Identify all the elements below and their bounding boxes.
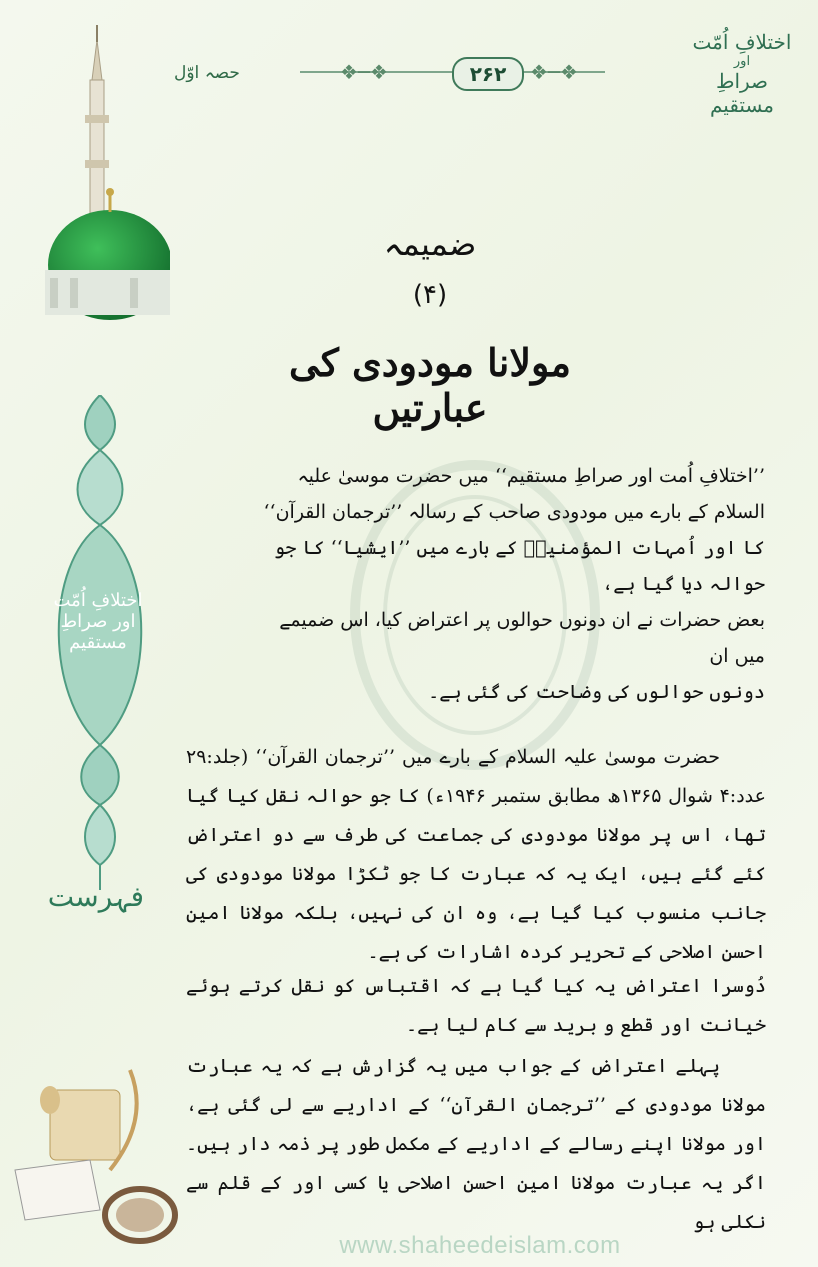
book-title-line2: اور — [733, 54, 751, 69]
website-url[interactable]: www.shaheedeislam.com — [339, 1232, 621, 1259]
book-title-logo — [688, 30, 796, 117]
contents-link[interactable]: فہرست — [47, 880, 144, 913]
body-paragraph: پہلے اعتراض کے جواب میں یہ گزارش ہے کہ یہ عبارت مولانا مودودی کے ’’ترجمان القرآن‘‘ کے اداریے سے لی گئی ہے، اور مولانا اپنے رسالے کے اداریے کے مکمل طور پر ذمہ دار ہیں۔ اگر یہ عبارت مولانا امین احسن اصلاحی یا کسی اور کے قلم سے نکلی ہو — [186, 1055, 766, 1233]
intro-line: کا اور اُمہات المؤمنینؓ کے بارے میں ’’ایشیا‘‘ کا جو حوالہ دیا گیا ہے، — [274, 537, 765, 595]
ornament-left-icon: ❖─❖ — [340, 60, 388, 84]
green-dome-icon — [30, 20, 170, 320]
intro-line: السلام کے بارے میں مودودی صاحب کے رسالہ ’’ترجمان القرآن‘‘ — [263, 501, 765, 523]
intro-line: بعض حضرات نے ان دونوں حوالوں پر اعتراض کیا، اس ضمیمے میں ان — [279, 609, 765, 667]
body-paragraph: دُوسرا اعتراض یہ کیا گیا ہے کہ اقتباس کو نقل کرتے ہوئے خیانت اور قطع و برید سے کام لیا ہے۔ — [186, 975, 766, 1036]
body-paragraph: حضرت موسیٰ علیہ السلام کے بارے میں ’’ترجمان القرآن‘‘ (جلد:۲۹ عدد:۴ شوال ۱۳۶۵ھ مطابق ستمبر ۱۹۴۶ء) کا جو حوالہ نقل کیا گیا تھا، اس پر مولانا مودودی کی جماعت کی طرف سے دو اعتراض کئے گئے ہیں، ایک یہ کہ عبارت کا جو ٹکڑا مولانا مودودی کی جانب منسوب کیا گیا ہے، وہ ان کی نہیں، بلکہ مولانا امین احسن اصلاحی کے تحریر کردہ اشارات کی ہے۔ — [186, 746, 766, 963]
intro-line: ’’اختلافِ اُمت اور صراطِ مستقیم‘‘ میں حضرت موسیٰ علیہ — [297, 465, 765, 487]
appendix-number: (۴) — [412, 280, 448, 310]
scroll-and-quill-icon — [10, 1060, 180, 1250]
part-label: حصہ اوّل — [174, 63, 240, 83]
intro-line: دونوں حوالوں کی وضاحت کی گئی ہے۔ — [428, 681, 765, 703]
chapter-title: مولانا مودودی کی عبارتیں — [289, 340, 571, 430]
appendix-heading: ضمیمہ — [383, 225, 477, 263]
intro-block — [245, 458, 765, 710]
page-number: ۲۶۲ — [452, 57, 524, 91]
ornament-right-icon: ❖─❖ — [530, 60, 578, 84]
sidebar-logo-text: اختلافِ اُمّت اور صراطِ مستقیم — [53, 590, 143, 653]
book-title-line3: صراطِ مستقیم — [709, 69, 775, 117]
book-title-line1: اختلافِ اُمّت — [692, 30, 792, 54]
